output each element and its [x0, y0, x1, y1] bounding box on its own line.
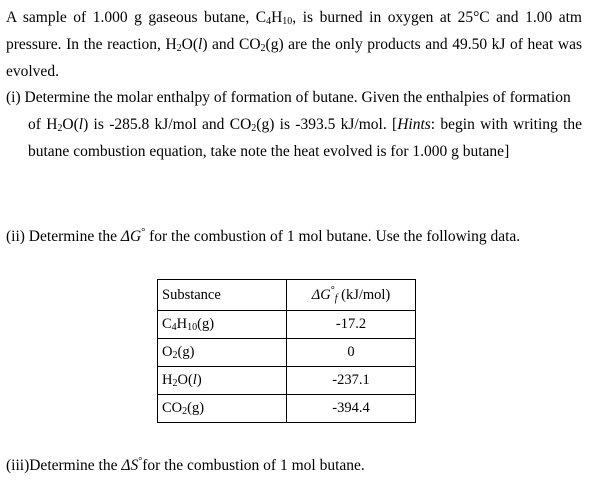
intro-sub: 2	[260, 43, 266, 54]
formula-part: CO	[162, 400, 183, 416]
formula-sub: 2	[172, 350, 178, 361]
table-header-row	[158, 280, 416, 311]
formula-sub: 10	[187, 322, 198, 333]
question-3-text: (iii)Determine the	[6, 457, 122, 474]
header-sup: °	[330, 284, 335, 296]
question-2-text: for the combustion of 1 mol butane. Use the following data.	[145, 228, 521, 245]
question-1	[6, 84, 582, 165]
intro-sub: 2	[176, 43, 182, 54]
intro-text: H	[271, 9, 283, 26]
formula-sub: 2	[172, 378, 178, 389]
degree-symbol: °	[138, 455, 143, 467]
header-unit: (kJ/mol)	[337, 286, 391, 303]
formula-part: (g)	[177, 344, 195, 360]
question-1-italic: l	[78, 116, 84, 133]
formula-part: H	[176, 316, 188, 332]
intro-text: A sample of 1.000 g gaseous butane, C	[6, 9, 267, 26]
intro-sub: 10	[282, 16, 293, 27]
question-2-text: (ii) Determine the	[6, 228, 121, 245]
intro-text: O(	[181, 36, 198, 53]
intro-paragraph	[6, 4, 582, 85]
value-cell: -394.4	[287, 395, 416, 423]
intro-italic: l	[198, 36, 203, 53]
formula-part: (g)	[187, 400, 205, 416]
substance-cell	[158, 339, 287, 367]
intro-text: (g) are the only products and 49.50 kJ of heat was evolved.	[6, 36, 582, 80]
header-delta-g	[287, 280, 416, 311]
header-sub: f	[334, 292, 338, 304]
formula-part: O	[162, 344, 173, 360]
question-1-text: (i) Determine the molar enthalpy of formation of butane. Given the enthalpies of formation	[6, 89, 571, 106]
hints-label: Hints	[397, 116, 431, 133]
delta-s-symbol: ΔS	[121, 457, 139, 474]
formula-italic: l	[192, 372, 197, 388]
formula-part: )	[196, 372, 202, 388]
formula-sub: 4	[171, 322, 177, 333]
delta-g-symbol: ΔG	[120, 228, 142, 245]
degree-symbol: °	[141, 226, 146, 238]
question-1-text: : begin with writing the butane combustion equation, take note the heat evolved is for 1.000 g butane]	[28, 116, 583, 160]
intro-text: , is burned in oxygen at 25°C and 1.00 atm pressure. In the reaction, H	[6, 9, 582, 53]
table-row	[158, 339, 416, 367]
value-cell: 0	[287, 339, 416, 367]
question-1-text: (g) is -393.5 kJ/mol. [	[256, 116, 398, 133]
substance-cell	[158, 367, 287, 395]
question-1-sub: 2	[251, 123, 257, 134]
question-1-text: of H	[28, 116, 58, 133]
header-substance: Substance	[158, 280, 287, 311]
intro-text: ) and CO	[202, 36, 261, 53]
table-row	[158, 367, 416, 395]
substance-cell	[158, 395, 287, 423]
value-cell: -17.2	[287, 311, 416, 339]
question-3	[6, 452, 582, 479]
substance-cell	[158, 311, 287, 339]
question-3-text: for the combustion of 1 mol butane.	[142, 457, 365, 474]
question-2	[6, 223, 582, 250]
formula-sub: 2	[182, 406, 188, 417]
value-cell: -237.1	[287, 367, 416, 395]
table-row	[158, 395, 416, 423]
question-1-text: ) is -285.8 kJ/mol and CO	[83, 116, 252, 133]
gibbs-data-table	[157, 279, 416, 423]
header-symbol: ΔG	[311, 286, 331, 303]
question-1-indent	[6, 111, 582, 165]
question-1-text: O(	[62, 116, 79, 133]
formula-part: H	[162, 372, 173, 388]
table-row	[158, 311, 416, 339]
formula-part: (g)	[197, 316, 215, 332]
intro-sub: 4	[266, 16, 272, 27]
question-1-sub: 2	[57, 123, 63, 134]
formula-part: C	[162, 316, 172, 332]
formula-part: O(	[177, 372, 193, 388]
